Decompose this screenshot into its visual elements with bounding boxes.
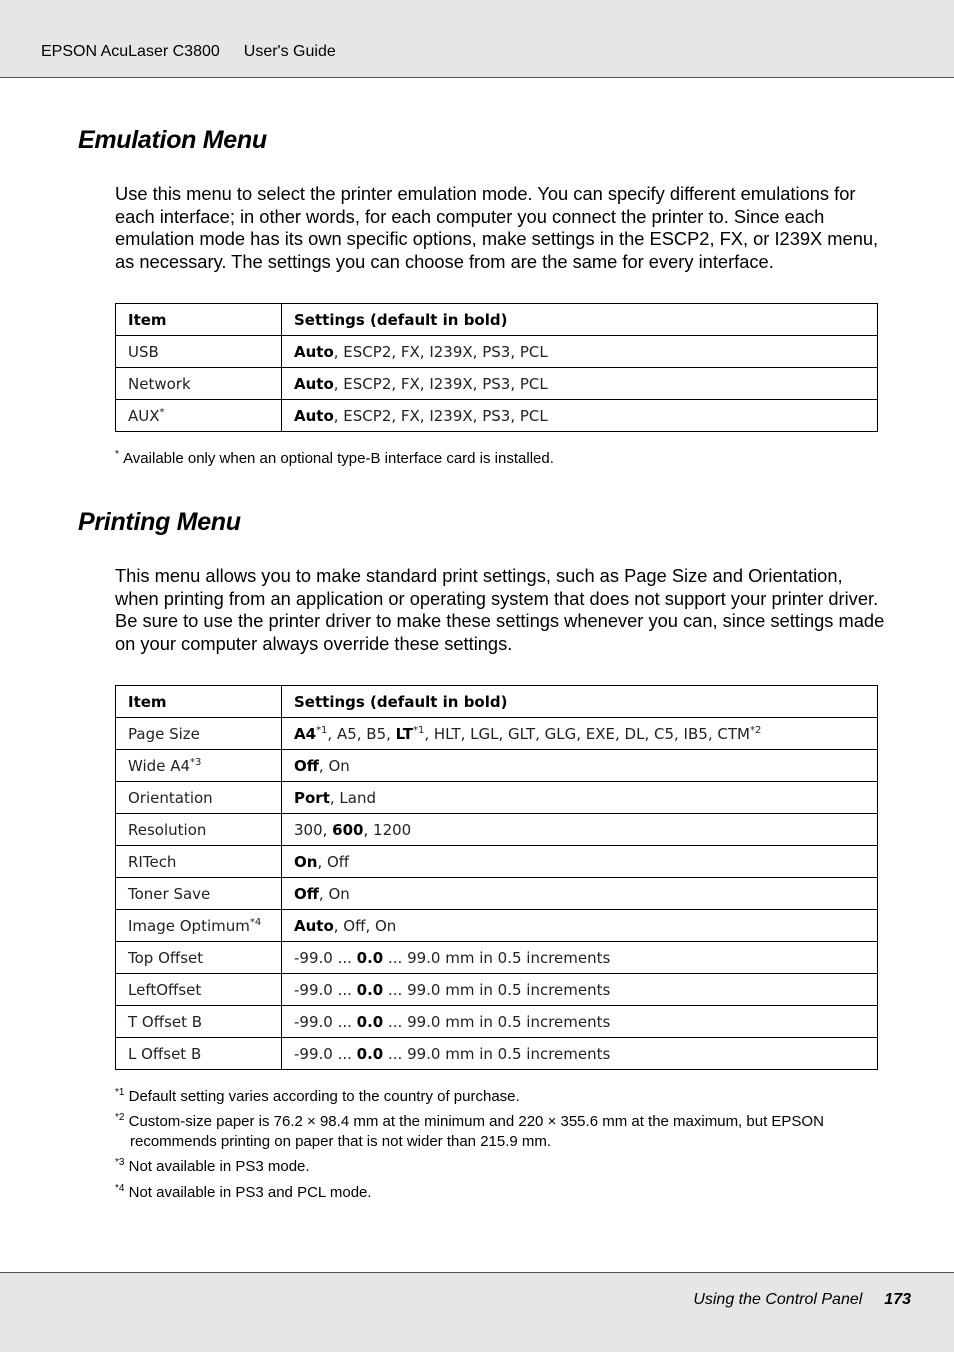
settings-cell	[282, 910, 878, 942]
settings-text: , A5, B5,	[327, 724, 396, 743]
settings-cell	[282, 878, 878, 910]
item-cell	[116, 878, 282, 910]
header-text	[41, 43, 336, 61]
footnote-ref: *3	[190, 756, 202, 768]
settings-text: ... 99.0 mm in 0.5 increments	[383, 980, 611, 999]
item-cell	[116, 942, 282, 974]
settings-prefix: -99.0 ...	[294, 980, 357, 999]
footnote-continuation: recommends printing on paper that is not wider than 215.9 mm.	[130, 1133, 552, 1150]
page-header	[0, 0, 954, 78]
item-label: Resolution	[128, 820, 207, 839]
settings-text: ... 99.0 mm in 0.5 increments	[383, 1044, 611, 1063]
table-row	[116, 878, 878, 910]
footnote-mark: *3	[115, 1157, 125, 1168]
table-row	[116, 910, 878, 942]
footnote-mark: *1	[115, 1087, 125, 1098]
settings-cell	[282, 846, 878, 878]
settings-cell	[282, 336, 878, 368]
settings-text: , On	[318, 884, 350, 903]
item-cell	[116, 846, 282, 878]
settings-cell	[282, 368, 878, 400]
default-value: Port	[294, 788, 330, 807]
table-row	[116, 336, 878, 368]
footnote-mark: *2	[115, 1112, 125, 1123]
item-label: Orientation	[128, 788, 213, 807]
table-row	[116, 1038, 878, 1070]
table-row	[116, 846, 878, 878]
footnote-mark: *	[115, 449, 119, 460]
footnote	[115, 1083, 885, 1107]
footnote-text: Available only when an optional type-B interface card is installed.	[123, 450, 554, 467]
settings-text: ... 99.0 mm in 0.5 increments	[383, 1012, 611, 1031]
settings-cell	[282, 750, 878, 782]
default-value: Auto	[294, 916, 334, 935]
item-cell	[116, 910, 282, 942]
settings-cell	[282, 974, 878, 1006]
default-value: Auto	[294, 342, 334, 361]
table-row	[116, 814, 878, 846]
settings-cell	[282, 1038, 878, 1070]
settings-text: , ESCP2, FX, I239X, PS3, PCL	[333, 374, 548, 393]
table-header-row	[116, 686, 878, 718]
item-cell	[116, 1038, 282, 1070]
footer-section: Using the Control Panel	[693, 1291, 863, 1308]
settings-prefix: -99.0 ...	[294, 1044, 357, 1063]
default-value: Off	[294, 756, 319, 775]
footnote-text: Custom-size paper is 76.2 × 98.4 mm at the minimum and 220 × 355.6 mm at the maximum, but EPSON	[128, 1113, 824, 1130]
item-label: USB	[128, 342, 159, 361]
footnote-text: Default setting varies according to the country of purchase.	[128, 1088, 520, 1105]
footnote-text: Not available in PS3 and PCL mode.	[128, 1184, 372, 1201]
item-cell	[116, 400, 282, 432]
item-cell	[116, 974, 282, 1006]
item-cell: Page Size	[116, 718, 282, 750]
footer-text	[693, 1291, 911, 1309]
default-value: 0.0	[356, 980, 384, 999]
item-label: Network	[128, 374, 191, 393]
settings-prefix: -99.0 ...	[294, 948, 357, 967]
emulation-menu-heading: Emulation Menu	[78, 126, 267, 154]
table-row	[116, 974, 878, 1006]
item-cell	[116, 368, 282, 400]
item-label: RITech	[128, 852, 177, 871]
page-footer	[0, 1272, 954, 1352]
item-label: Top Offset	[128, 948, 204, 967]
item-cell	[116, 782, 282, 814]
table-row	[116, 400, 878, 432]
footnote	[115, 1179, 885, 1203]
footnote-ref: *	[159, 406, 165, 418]
printing-menu-heading: Printing Menu	[78, 508, 241, 536]
default-value: 600	[332, 820, 364, 839]
table-row	[116, 1006, 878, 1038]
item-cell	[116, 750, 282, 782]
col-settings: Settings (default in bold)	[282, 304, 878, 336]
item-label: LeftOffset	[128, 980, 202, 999]
default-value: Auto	[294, 374, 334, 393]
header-guide: User's Guide	[243, 43, 336, 60]
footnote-ref: *4	[249, 916, 262, 928]
printing-table	[115, 685, 878, 1070]
item-label: Toner Save	[128, 884, 211, 903]
table-row	[116, 718, 878, 750]
settings-text: , ESCP2, FX, I239X, PS3, PCL	[333, 342, 548, 361]
default-value: 0.0	[356, 1012, 384, 1031]
footnote	[115, 1153, 885, 1177]
footnote-ref: *1	[316, 724, 328, 736]
item-label: Image Optimum	[128, 916, 250, 935]
settings-prefix: -99.0 ...	[294, 1012, 357, 1031]
settings-cell	[282, 1006, 878, 1038]
settings-cell	[282, 942, 878, 974]
emulation-intro: Use this menu to select the printer emulation mode. You can specify different emulations for each interface; in other words, for each computer you connect the printer to. Since each emulation mode has its own specific options, make settings in the ESCP2, FX, or I239X menu, as necessary. The settings you can choose from are the same for every interface.	[115, 183, 879, 273]
emulation-footnote	[115, 445, 885, 469]
col-item: Item	[116, 686, 282, 718]
settings-cell	[282, 718, 878, 750]
settings-prefix: 300,	[294, 820, 333, 839]
default-value: A4	[294, 724, 317, 743]
table-row	[116, 750, 878, 782]
footnote-text: Not available in PS3 mode.	[128, 1158, 310, 1175]
settings-text: , Off	[317, 852, 350, 871]
table-row	[116, 942, 878, 974]
settings-text: ... 99.0 mm in 0.5 increments	[383, 948, 611, 967]
settings-text: , Off, On	[333, 916, 397, 935]
col-item: Item	[116, 304, 282, 336]
footnote-ref: *1	[412, 724, 425, 736]
default-value: 0.0	[356, 948, 384, 967]
table-header-row	[116, 304, 878, 336]
settings-cell	[282, 782, 878, 814]
default-value: On	[294, 852, 318, 871]
default-value: Auto	[294, 406, 334, 425]
default-value: Off	[294, 884, 319, 903]
item-cell	[116, 1006, 282, 1038]
settings-text: , On	[318, 756, 350, 775]
settings-text: , HLT, LGL, GLT, GLG, EXE, DL, C5, IB5, CTM	[424, 724, 750, 743]
item-cell	[116, 814, 282, 846]
item-label: AUX	[128, 406, 160, 425]
header-product: EPSON AcuLaser C3800	[41, 43, 220, 60]
default-value: LT	[395, 724, 413, 743]
settings-cell	[282, 400, 878, 432]
item-cell	[116, 336, 282, 368]
emulation-table	[115, 303, 878, 432]
printing-intro: This menu allows you to make standard print settings, such as Page Size and Orientation, when printing from an application or operating system that does not support your printer driver. Be sure to use the printer driver to make these settings whenever you can, since settings made on your computer always override these settings.	[115, 565, 885, 655]
table-row	[116, 368, 878, 400]
settings-text: , Land	[329, 788, 376, 807]
page-number: 173	[884, 1291, 911, 1308]
default-value: 0.0	[356, 1044, 384, 1063]
table-row	[116, 782, 878, 814]
settings-text: , ESCP2, FX, I239X, PS3, PCL	[333, 406, 548, 425]
item-label: T Offset B	[128, 1012, 203, 1031]
footnote-mark: *4	[115, 1183, 125, 1194]
footnote	[115, 1108, 885, 1152]
item-label: L Offset B	[128, 1044, 202, 1063]
item-label: Wide A4	[128, 756, 190, 775]
settings-cell	[282, 814, 878, 846]
col-settings: Settings (default in bold)	[282, 686, 878, 718]
settings-text: , 1200	[363, 820, 412, 839]
footnote-ref: *2	[749, 724, 762, 736]
